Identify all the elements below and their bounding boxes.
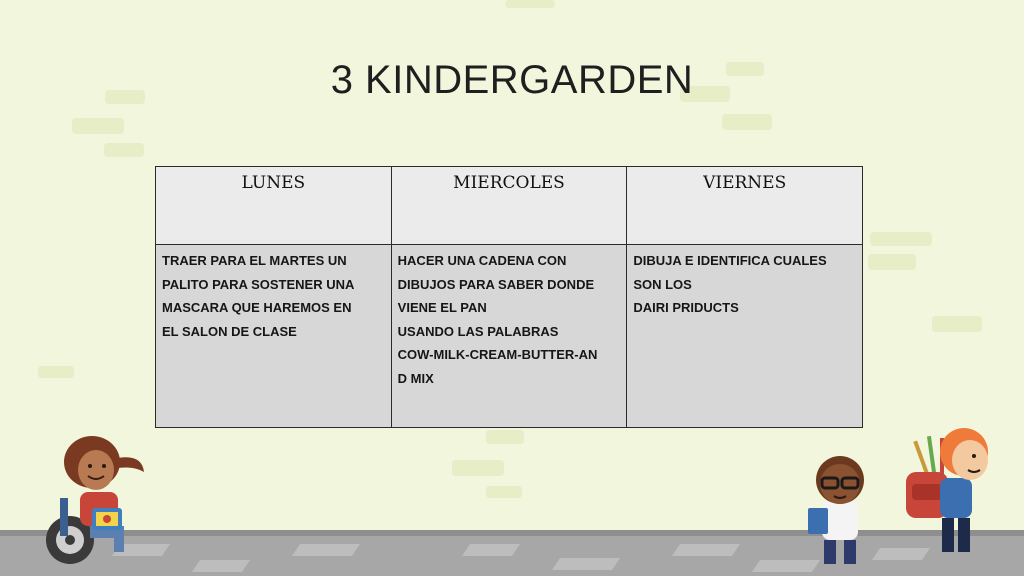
- cell-text-line: DIBUJOS PARA SABER DONDE: [397, 276, 595, 292]
- cell-text-line: MASCARA QUE HAREMOS EN: [162, 300, 352, 315]
- cell-text-line: VIENE EL PAN: [397, 300, 487, 315]
- cell-lunes: [156, 245, 392, 428]
- cell-text-line: HACER UNA CADENA CON: [397, 253, 567, 268]
- schedule-table: [155, 166, 863, 428]
- header-viernes: VIERNES: [627, 167, 863, 245]
- boy-backpack-illustration: [900, 414, 1000, 564]
- header-lunes: LUNES: [156, 167, 392, 245]
- cell-text-line: DIBUJA E IDENTIFICA CUALES: [633, 253, 827, 268]
- slide-title: 3 KINDERGARDEN: [330, 58, 694, 102]
- header-row: [156, 167, 863, 245]
- boy-glasses-illustration: [800, 440, 880, 570]
- background-brick: [932, 316, 982, 332]
- cell-text-line: D MIX: [397, 370, 434, 386]
- background-brick: [486, 486, 522, 498]
- header-miercoles: MIERCOLES: [391, 167, 627, 245]
- background-brick: [868, 254, 916, 270]
- background-brick: [452, 460, 504, 476]
- cell-text-line: SON LOS: [633, 276, 692, 292]
- cell-text-line: COW-MILK-CREAM-BUTTER-AN: [397, 347, 598, 362]
- cell-text-line: TRAER PARA EL MARTES UN: [162, 253, 347, 268]
- girl-wheelchair-illustration: [30, 428, 150, 568]
- background-brick: [870, 232, 932, 246]
- table-row: [156, 245, 863, 428]
- background-brick: [486, 430, 524, 444]
- background-brick: [72, 118, 124, 134]
- cell-text-line: DAIRI PRIDUCTS: [633, 300, 739, 315]
- cell-text-line: USANDO LAS PALABRAS: [397, 323, 559, 339]
- background-brick: [722, 114, 772, 130]
- background-brick: [104, 143, 144, 157]
- cell-viernes: [627, 245, 863, 428]
- cell-text-line: PALITO PARA SOSTENER UNA: [162, 276, 355, 292]
- cell-text-line: EL SALON DE CLASE: [162, 323, 297, 339]
- background-brick: [505, 0, 555, 8]
- background-brick: [38, 366, 74, 378]
- cell-miercoles: [391, 245, 627, 428]
